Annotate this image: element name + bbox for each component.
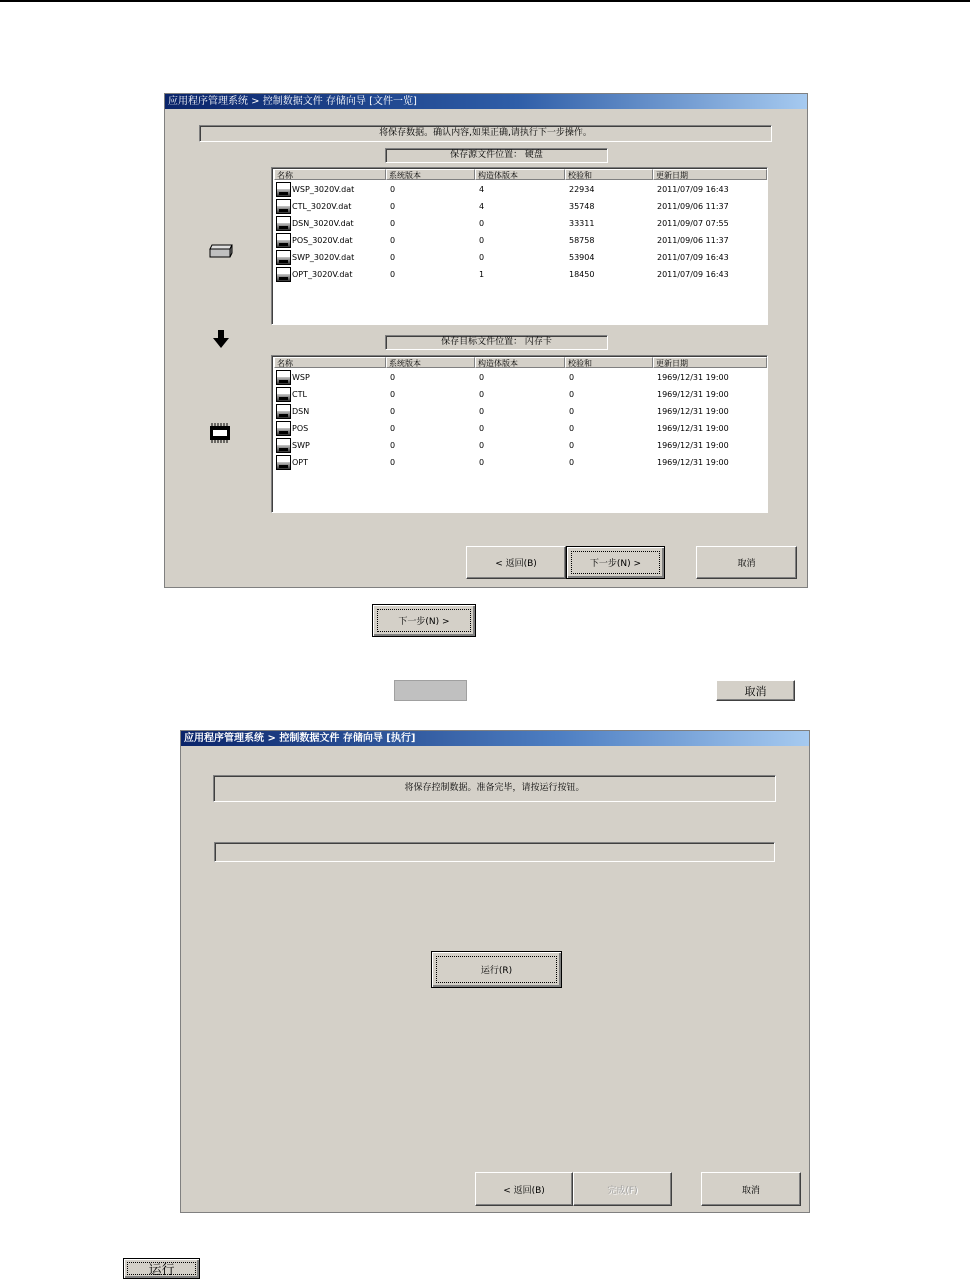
instruction-message: 将保存控制数据。准备完毕，请按运行按钮。 [213, 775, 776, 802]
data-file-icon [276, 370, 291, 385]
target-file-list[interactable] [271, 355, 768, 513]
source-file-list[interactable] [271, 167, 768, 325]
memory-card-icon [209, 423, 231, 443]
instruction-message: 将保存数据。确认内容,如果正确,请执行下一步操作。 [199, 125, 772, 142]
column-struct-version[interactable]: 构造体版本 [475, 169, 565, 180]
list-item[interactable]: CTL 0 0 0 1969/12/31 19:00 [274, 386, 765, 403]
list-item[interactable]: POS_3020V.dat 0 0 58758 2011/09/06 11:37 [274, 232, 765, 249]
list-header [274, 357, 765, 368]
column-system-version[interactable]: 系统版本 [386, 169, 475, 180]
page-top-rule [0, 0, 970, 2]
cancel-button[interactable]: 取消 [696, 546, 797, 579]
list-item[interactable]: POS 0 0 0 1969/12/31 19:00 [274, 420, 765, 437]
list-item[interactable]: WSP 0 0 0 1969/12/31 19:00 [274, 369, 765, 386]
wizard-execute-window [180, 730, 810, 1213]
data-file-icon [276, 404, 291, 419]
data-file-icon [276, 182, 291, 197]
data-file-icon [276, 199, 291, 214]
list-item[interactable]: SWP 0 0 0 1969/12/31 19:00 [274, 437, 765, 454]
list-item[interactable]: DSN 0 0 0 1969/12/31 19:00 [274, 403, 765, 420]
target-location-label: 保存目标文件位置： 闪存卡 [385, 335, 608, 350]
column-checksum[interactable]: 校验和 [565, 357, 653, 368]
inline-run-button[interactable]: 运行 [123, 1258, 200, 1279]
column-name[interactable]: 名称 [274, 357, 386, 368]
list-item[interactable]: WSP_3020V.dat 0 4 22934 2011/07/09 16:43 [274, 181, 765, 198]
data-file-icon [276, 267, 291, 282]
data-file-icon [276, 233, 291, 248]
column-system-version[interactable]: 系统版本 [386, 357, 475, 368]
data-file-icon [276, 438, 291, 453]
data-file-icon [276, 421, 291, 436]
hard-disk-icon [208, 243, 234, 259]
data-file-icon [276, 387, 291, 402]
window-title: 应用程序管理系统 > 控制数据文件 存储向导 [执行] [181, 731, 809, 746]
column-update-date[interactable]: 更新日期 [653, 169, 767, 180]
list-item[interactable]: CTL_3020V.dat 0 4 35748 2011/09/06 11:37 [274, 198, 765, 215]
back-button[interactable]: < 返回(B) [475, 1172, 573, 1206]
run-button[interactable]: 运行(R) [431, 951, 562, 988]
arrow-down-icon [213, 330, 229, 348]
list-item[interactable]: OPT_3020V.dat 0 1 18450 2011/07/09 16:43 [274, 266, 765, 283]
wizard-file-list-window [164, 93, 808, 588]
list-item[interactable]: DSN_3020V.dat 0 0 33311 2011/09/07 07:55 [274, 215, 765, 232]
list-header [274, 169, 765, 180]
list-item[interactable]: OPT 0 0 0 1969/12/31 19:00 [274, 454, 765, 471]
list-item[interactable]: SWP_3020V.dat 0 0 53904 2011/07/09 16:43 [274, 249, 765, 266]
progress-bar [214, 842, 775, 862]
inline-blank-button [394, 680, 467, 701]
column-update-date[interactable]: 更新日期 [653, 357, 767, 368]
column-checksum[interactable]: 校验和 [565, 169, 653, 180]
column-struct-version[interactable]: 构造体版本 [475, 357, 565, 368]
inline-next-button[interactable]: 下一步(N) > [372, 604, 476, 637]
window-title: 应用程序管理系统 > 控制数据文件 存储向导 [文件一览] [165, 94, 807, 109]
cancel-button[interactable]: 取消 [701, 1172, 801, 1206]
inline-cancel-button[interactable]: 取消 [716, 680, 795, 701]
source-location-label: 保存源文件位置： 硬盘 [385, 148, 608, 163]
back-button[interactable]: < 返回(B) [466, 546, 566, 579]
finish-button[interactable]: 完成(F) [573, 1172, 672, 1206]
data-file-icon [276, 455, 291, 470]
data-file-icon [276, 250, 291, 265]
data-file-icon [276, 216, 291, 231]
column-name[interactable]: 名称 [274, 169, 386, 180]
next-button[interactable]: 下一步(N) > [566, 546, 665, 579]
